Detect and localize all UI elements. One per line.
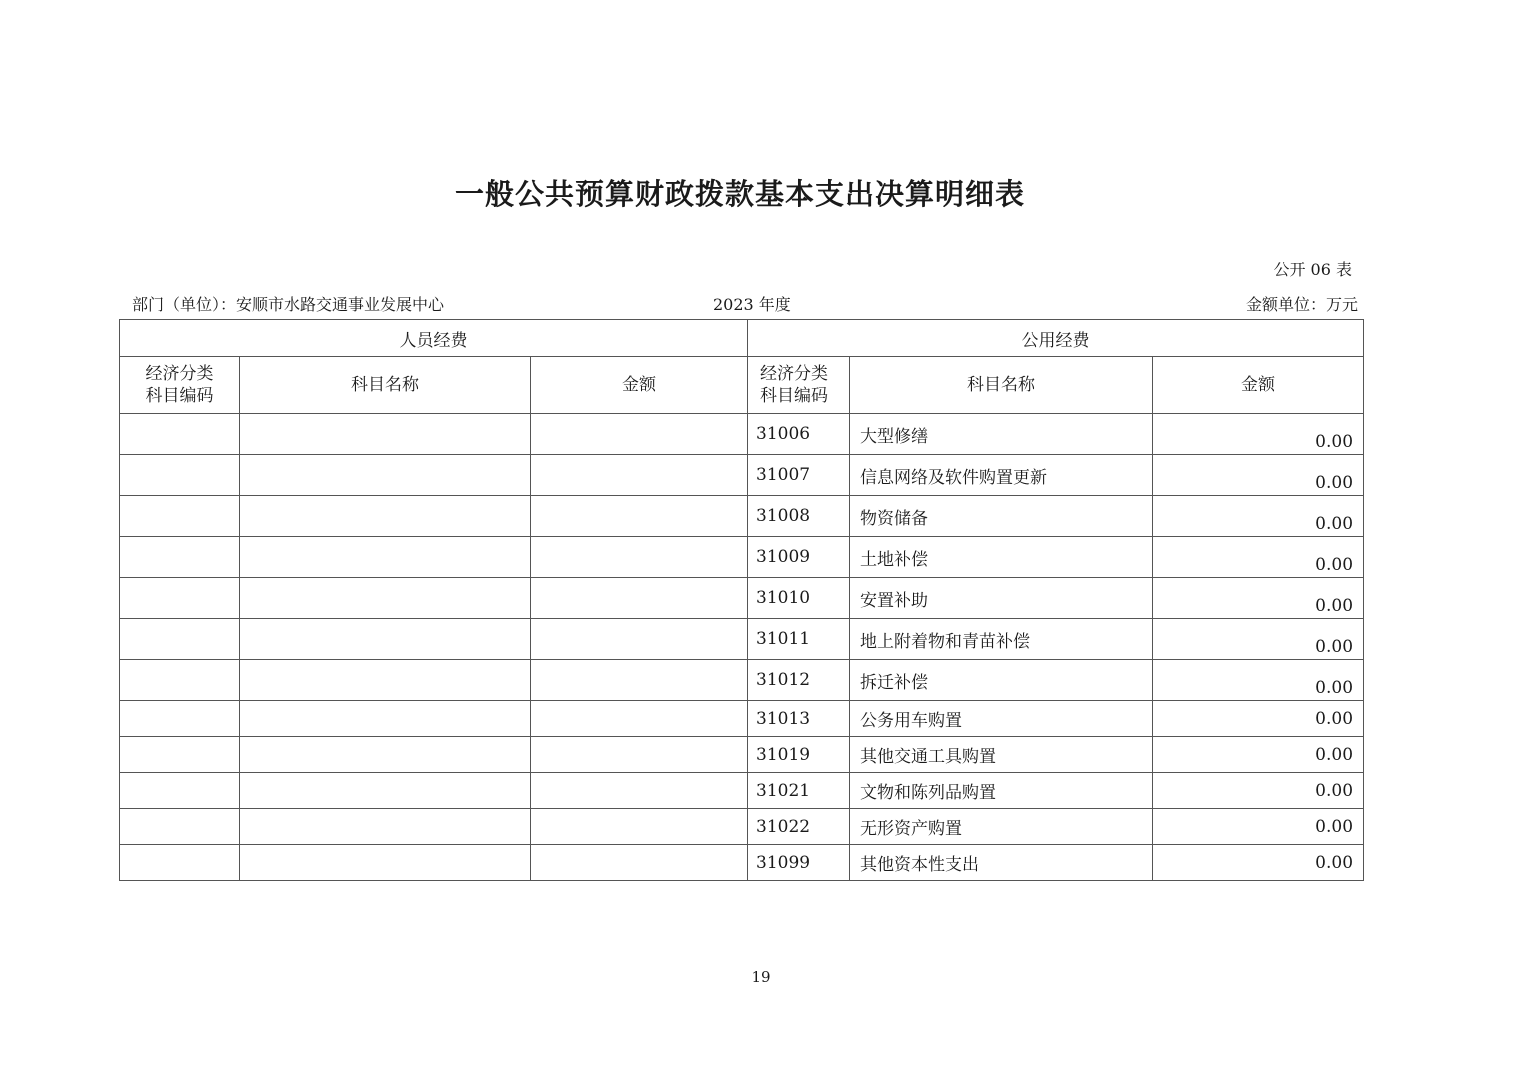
empty-cell [531,773,748,809]
empty-cell [531,701,748,737]
row-name: 拆迁补偿 [850,660,1153,701]
page-title: 一般公共预算财政拨款基本支出决算明细表 [454,177,1025,211]
row-code: 31019 [748,737,850,773]
col-header-amount-left: 金额 [531,357,748,414]
table-row [120,619,1364,660]
row-code: 31009 [748,537,850,578]
year-label: 2023 年度 [713,295,791,314]
expenditure-table [119,319,1364,881]
empty-cell [531,537,748,578]
row-amount: 0.00 [1153,701,1364,737]
empty-cell [531,660,748,701]
row-code: 31013 [748,701,850,737]
group-header-personnel: 人员经费 [120,320,748,357]
row-amount: 0.00 [1153,455,1364,496]
table-row [120,845,1364,881]
row-name: 大型修缮 [850,414,1153,455]
empty-cell [120,701,240,737]
form-number: 公开 06 表 [1273,260,1352,279]
table-row [120,773,1364,809]
empty-cell [240,496,531,537]
row-code: 31099 [748,845,850,881]
row-name: 无形资产购置 [850,809,1153,845]
row-code: 31010 [748,578,850,619]
group-header-public: 公用经费 [748,320,1364,357]
row-name: 信息网络及软件购置更新 [850,455,1153,496]
col-header-code-left [120,357,240,414]
row-code: 31012 [748,660,850,701]
empty-cell [240,537,531,578]
empty-cell [240,619,531,660]
row-amount: 0.00 [1153,737,1364,773]
empty-cell [120,845,240,881]
empty-cell [531,619,748,660]
table-row [120,414,1364,455]
col-header-code-line1: 经济分类 [145,364,214,384]
row-code: 31008 [748,496,850,537]
row-name: 其他交通工具购置 [850,737,1153,773]
row-code: 31011 [748,619,850,660]
empty-cell [120,773,240,809]
col-header-amount-right: 金额 [1153,357,1364,414]
row-code: 31021 [748,773,850,809]
table-row [120,660,1364,701]
empty-cell [120,537,240,578]
empty-cell [120,578,240,619]
empty-cell [240,578,531,619]
row-name: 土地补偿 [850,537,1153,578]
empty-cell [120,660,240,701]
table-row [120,809,1364,845]
empty-cell [240,809,531,845]
empty-cell [531,455,748,496]
row-amount: 0.00 [1153,660,1364,701]
table-row [120,578,1364,619]
row-amount: 0.00 [1153,414,1364,455]
row-name: 地上附着物和青苗补偿 [850,619,1153,660]
table-row [120,537,1364,578]
row-amount: 0.00 [1153,537,1364,578]
empty-cell [531,809,748,845]
col-header-code-line2: 科目编码 [145,386,214,406]
col-header-code-right [748,357,850,414]
table-row [120,455,1364,496]
empty-cell [531,737,748,773]
empty-cell [240,737,531,773]
row-amount: 0.00 [1153,809,1364,845]
row-name: 文物和陈列品购置 [850,773,1153,809]
table-row [120,496,1364,537]
row-name: 其他资本性支出 [850,845,1153,881]
empty-cell [531,414,748,455]
col-header-code-line1: 经济分类 [760,364,829,384]
row-amount: 0.00 [1153,845,1364,881]
col-header-name-right: 科目名称 [850,357,1153,414]
empty-cell [240,845,531,881]
empty-cell [120,455,240,496]
row-amount: 0.00 [1153,496,1364,537]
col-header-code-line2: 科目编码 [760,386,829,406]
empty-cell [240,773,531,809]
empty-cell [120,619,240,660]
row-name: 物资储备 [850,496,1153,537]
row-name: 公务用车购置 [850,701,1153,737]
table-row [120,701,1364,737]
empty-cell [120,737,240,773]
row-code: 31022 [748,809,850,845]
empty-cell [120,809,240,845]
page-number: 19 [751,968,771,986]
empty-cell [531,496,748,537]
row-code: 31007 [748,455,850,496]
row-amount: 0.00 [1153,773,1364,809]
empty-cell [240,414,531,455]
table-row [120,737,1364,773]
row-amount: 0.00 [1153,578,1364,619]
empty-cell [531,578,748,619]
row-code: 31006 [748,414,850,455]
empty-cell [531,845,748,881]
unit-label: 金额单位：万元 [1245,295,1358,314]
empty-cell [120,496,240,537]
col-header-name-left: 科目名称 [240,357,531,414]
row-amount: 0.00 [1153,619,1364,660]
row-name: 安置补助 [850,578,1153,619]
empty-cell [240,660,531,701]
empty-cell [120,414,240,455]
department-label: 部门（单位）：安顺市水路交通事业发展中心 [132,295,445,314]
empty-cell [240,701,531,737]
empty-cell [240,455,531,496]
